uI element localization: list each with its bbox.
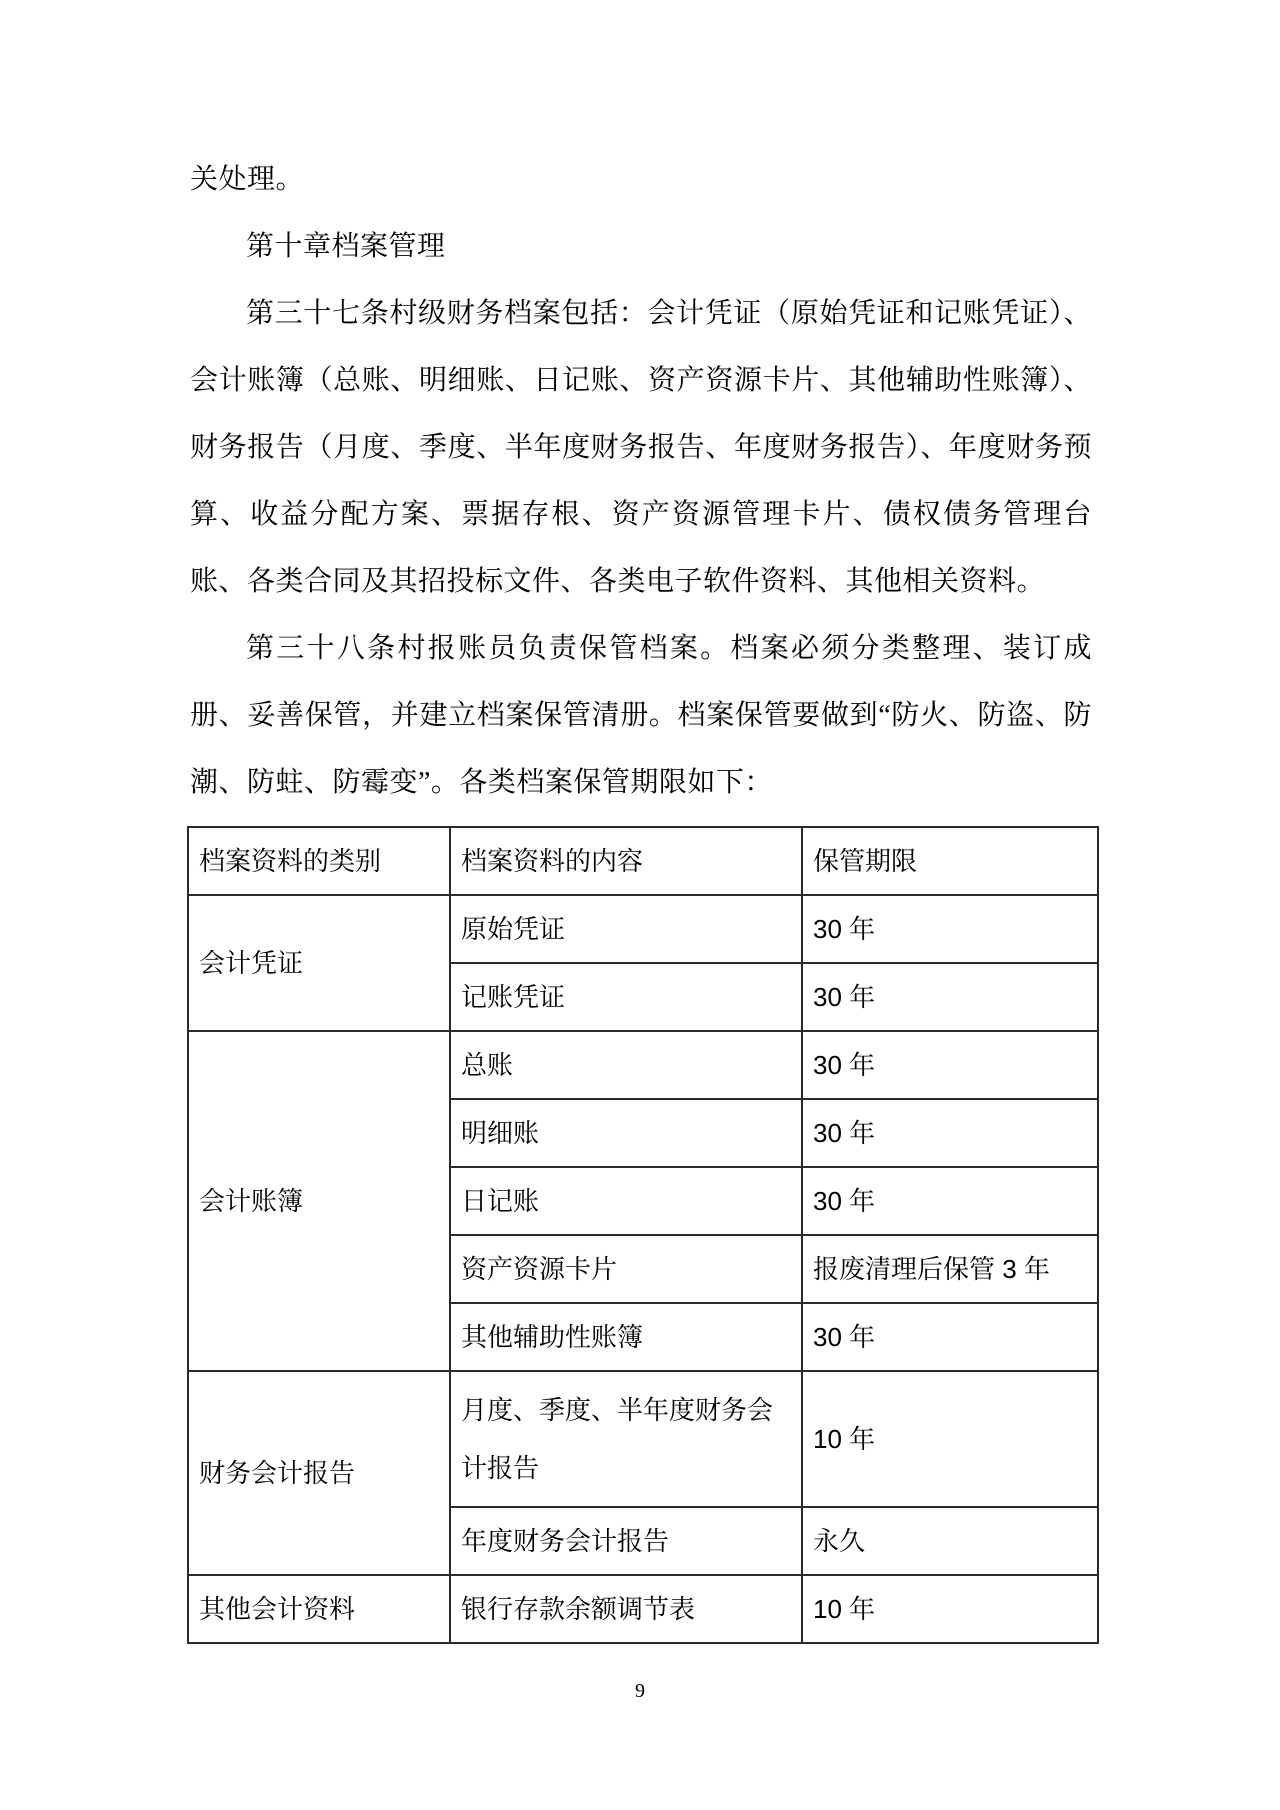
period-cell: 30 年 [802,1099,1098,1167]
content-cell: 日记账 [450,1167,802,1235]
category-cell: 会计凭证 [188,895,450,1031]
content-cell: 总账 [450,1031,802,1099]
content-cell: 明细账 [450,1099,802,1167]
category-cell: 其他会计资料 [188,1575,450,1643]
content-cell: 年度财务会计报告 [450,1507,802,1575]
period-cell: 永久 [802,1507,1098,1575]
table-row [188,1371,1098,1507]
paragraph-article-38: 第三十八条村报账员负责保管档案。档案必须分类整理、装订成册、妥善保管，并建立档案保管清册。档案保管要做到“防火、防盗、防潮、防蛀、防霉变”。各类档案保管期限如下： [190,633,1092,798]
content-cell: 原始凭证 [450,895,802,963]
table-row [188,895,1098,963]
chapter-heading: 第十章档案管理 [246,231,446,262]
content-cell: 银行存款余额调节表 [450,1575,802,1643]
category-cell: 财务会计报告 [188,1371,450,1575]
period-cell: 30 年 [802,1031,1098,1099]
page-number: 9 [635,1680,645,1702]
period-cell: 30 年 [802,895,1098,963]
period-cell: 30 年 [802,1303,1098,1371]
period-cell: 30 年 [802,1167,1098,1235]
category-cell: 会计账簿 [188,1031,450,1371]
period-cell: 10 年 [802,1371,1098,1507]
table-header-row [188,827,1098,895]
header-cell-content: 档案资料的内容 [450,827,802,895]
paragraph-continuation: 关处理。 [190,164,305,195]
content-cell: 月度、季度、半年度财务会计报告 [450,1371,802,1507]
content-cell: 资产资源卡片 [450,1235,802,1303]
paragraph-article-37: 第三十七条村级财务档案包括：会计凭证（原始凭证和记账凭证）、会计账簿（总账、明细账、日记账、资产资源卡片、其他辅助性账簿）、财务报告（月度、季度、半年度财务报告、年度财务报告）、年度财务预算、收益分配方案、票据存根、资产资源管理卡片、债权债务管理台账、各类合同及其招投标文件、各类电子软件资料、其他相关资料。 [190,298,1092,597]
table-row [188,1031,1098,1099]
body-text [190,146,1092,816]
content-cell: 其他辅助性账簿 [450,1303,802,1371]
archive-retention-table [187,826,1099,1644]
table-row [188,1575,1098,1643]
period-cell: 30 年 [802,963,1098,1031]
content-cell: 记账凭证 [450,963,802,1031]
header-cell-category: 档案资料的类别 [188,827,450,895]
header-cell-period: 保管期限 [802,827,1098,895]
period-cell: 10 年 [802,1575,1098,1643]
period-cell: 报废清理后保管 3 年 [802,1235,1098,1303]
